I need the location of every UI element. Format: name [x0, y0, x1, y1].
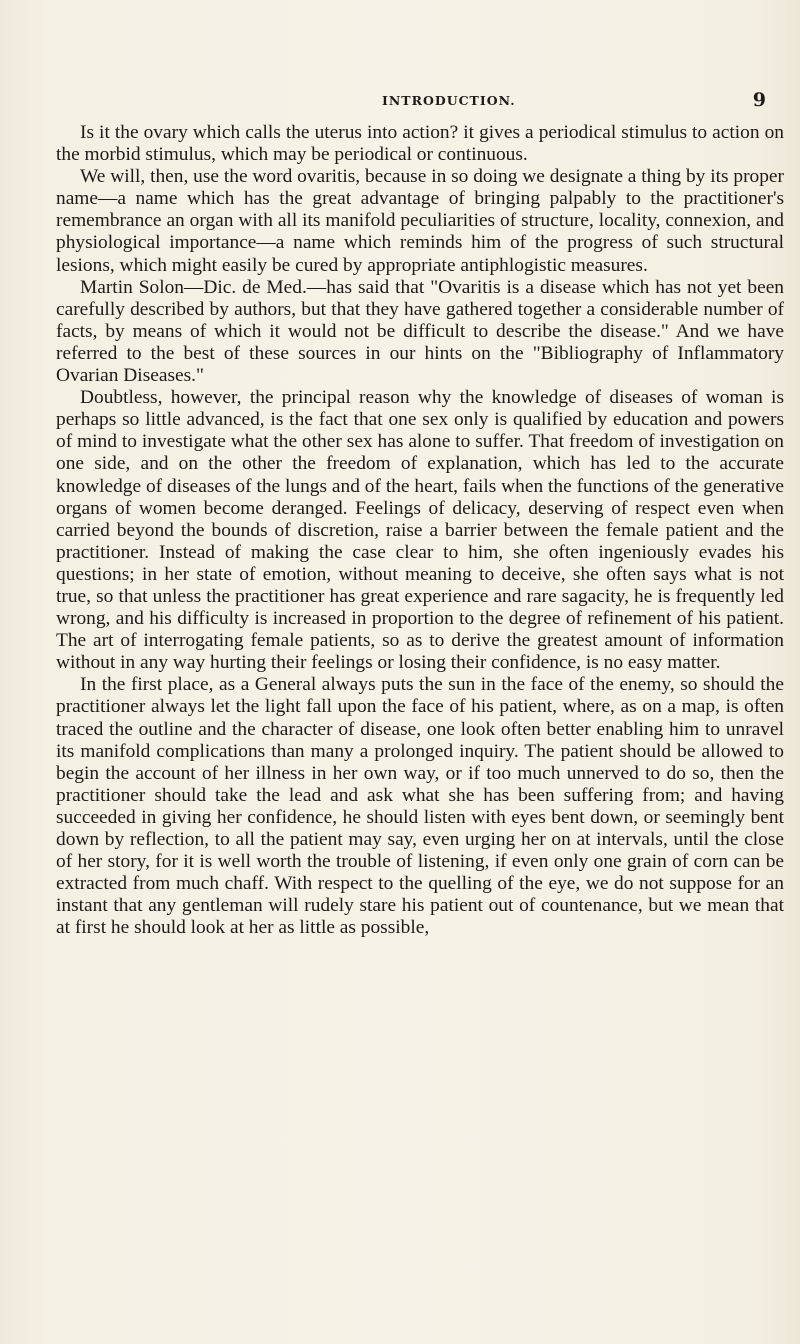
- paragraph: Martin Solon—Dic. de Med.—has said that "Ovaritis is a disease which has not yet been carefully described by authors, but that they have gathered together a considerable number of facts, by means of which it would not be difficult to describe the disease." And we have referred to the best of these sources in our hints on the "Bibliography of Inflammatory Ovarian Diseases.": [56, 276, 784, 387]
- page-number: 9: [752, 89, 766, 111]
- paragraph: Is it the ovary which calls the uterus into action? it gives a periodical stimulus to action on the morbid stimulus, which may be periodical or continuous.: [56, 122, 784, 166]
- page-header: [56, 89, 800, 115]
- running-head: INTRODUCTION.: [382, 93, 516, 108]
- paragraph: Doubtless, however, the principal reason why the knowledge of diseases of woman is perhaps so little advanced, is the fact that one sex only is qualified by education and powers of mind to investigate what the other sex has alone to suffer. That freedom of investigation on one side, and on the other the freedom of explanation, which has led to the accurate knowledge of diseases of the lungs and of the heart, fails when the functions of the generative organs of women become deranged. Feelings of delicacy, deserving of respect even when carried beyond the bounds of discretion, raise a barrier between the female patient and the practitioner. Instead of making the case clear to him, she often ingeniously evades his questions; in her state of emotion, without meaning to deceive, she often says what is not true, so that unless the practitioner has great experience and rare sagacity, he is frequently led wrong, and his difficulty is increased in proportion to the degree of refinement of his patient. The art of interrogating female patients, so as to derive the greatest amount of information without in any way hurting their feelings or losing their confidence, is no easy matter.: [56, 387, 784, 674]
- paragraph: We will, then, use the word ovaritis, because in so doing we designate a thing by its proper name—a name which has the great advantage of bringing palpably to the practitioner's remembrance an organ with all its manifold peculiarities of structure, locality, connexion, and physiological importance—a name which reminds him of the progress of such structural lesions, which might easily be cured by appropriate antiphlogistic measures.: [56, 166, 784, 276]
- paragraph: In the first place, as a General always puts the sun in the face of the enemy, so should the practitioner always let the light fall upon the face of his patient, where, as on a map, is often traced the outline and the character of disease, one look often better enabling him to unravel its manifold complications than many a prolonged inquiry. The patient should be allowed to begin the account of her illness in her own way, or if too much unnerved to do so, then the practitioner should take the lead and ask what she has been suffering from; and having succeeded in giving her confidence, he should listen with eyes bent down, or seemingly bent down by reflection, to all the patient may say, even urging her on at intervals, until the close of her story, for it is well worth the trouble of listening, if even only one grain of corn can be extracted from much chaff. With respect to the quelling of the eye, we do not suppose for an instant that any gentleman will rudely stare his patient out of countenance, but we mean that at first he should look at her as little as possible,: [56, 674, 784, 939]
- body-text: [56, 122, 784, 939]
